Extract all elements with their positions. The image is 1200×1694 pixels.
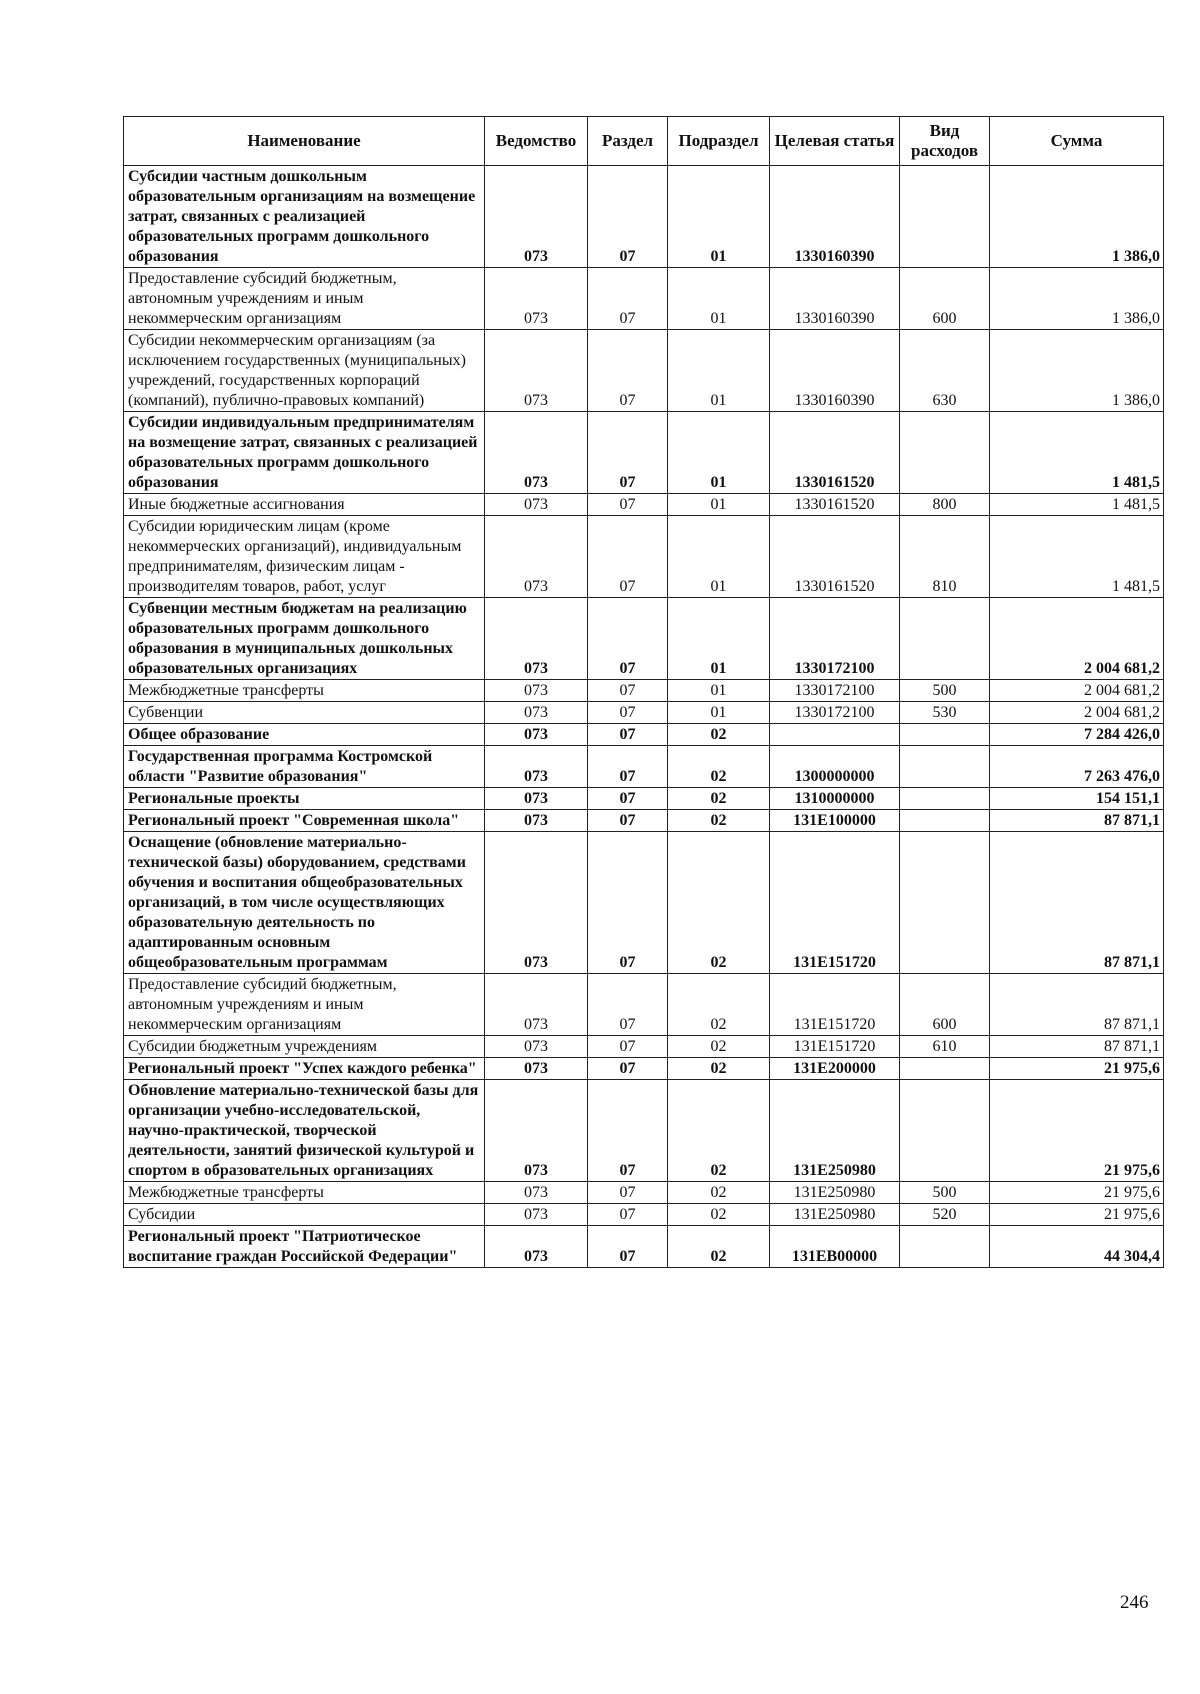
cell-vid [900, 832, 990, 974]
cell-podrazdel: 01 [668, 330, 770, 412]
cell-name: Предоставление субсидий бюджетным, автономным учреждениям и иным некоммерческим организациям [124, 268, 485, 330]
cell-statya: 131EB00000 [770, 1226, 900, 1268]
cell-vedomstvo: 073 [485, 494, 588, 516]
cell-summa: 1 481,5 [990, 516, 1164, 598]
table-row [124, 1058, 1164, 1080]
cell-statya: 131E250980 [770, 1204, 900, 1226]
header-statya: Целевая статья [770, 117, 900, 166]
cell-statya: 1300000000 [770, 746, 900, 788]
cell-podrazdel: 01 [668, 494, 770, 516]
cell-podrazdel: 02 [668, 788, 770, 810]
table-row [124, 598, 1164, 680]
cell-summa: 1 481,5 [990, 412, 1164, 494]
cell-podrazdel: 02 [668, 1226, 770, 1268]
cell-name: Иные бюджетные ассигнования [124, 494, 485, 516]
cell-summa: 7 284 426,0 [990, 724, 1164, 746]
cell-vid: 800 [900, 494, 990, 516]
cell-name: Обновление материально-технической базы для организации учебно-исследовательской, научно-практической, творческой деятельности, занятий физической культурой и спортом в образовательных организациях [124, 1080, 485, 1182]
cell-podrazdel: 01 [668, 412, 770, 494]
cell-podrazdel: 02 [668, 724, 770, 746]
table-row [124, 1182, 1164, 1204]
table-row [124, 810, 1164, 832]
table-body [124, 166, 1164, 1268]
cell-vid [900, 788, 990, 810]
cell-razdel: 07 [588, 724, 668, 746]
cell-razdel: 07 [588, 1226, 668, 1268]
cell-name: Межбюджетные трансферты [124, 1182, 485, 1204]
cell-vid: 630 [900, 330, 990, 412]
header-razdel: Раздел [588, 117, 668, 166]
cell-statya: 1330161520 [770, 412, 900, 494]
cell-vid [900, 810, 990, 832]
cell-statya: 1330161520 [770, 516, 900, 598]
cell-podrazdel: 02 [668, 1204, 770, 1226]
cell-statya: 1330172100 [770, 680, 900, 702]
cell-summa: 87 871,1 [990, 832, 1164, 974]
cell-name: Субвенции [124, 702, 485, 724]
cell-summa: 21 975,6 [990, 1058, 1164, 1080]
cell-name: Общее образование [124, 724, 485, 746]
cell-vedomstvo: 073 [485, 788, 588, 810]
cell-razdel: 07 [588, 494, 668, 516]
cell-podrazdel: 02 [668, 1182, 770, 1204]
cell-vedomstvo: 073 [485, 1204, 588, 1226]
cell-vid [900, 598, 990, 680]
cell-name: Региональный проект "Патриотическое воспитание граждан Российской Федерации" [124, 1226, 485, 1268]
cell-vid [900, 1058, 990, 1080]
cell-name: Межбюджетные трансферты [124, 680, 485, 702]
cell-statya: 1330172100 [770, 702, 900, 724]
cell-razdel: 07 [588, 1182, 668, 1204]
cell-statya: 1310000000 [770, 788, 900, 810]
cell-vid [900, 746, 990, 788]
cell-vid: 520 [900, 1204, 990, 1226]
cell-podrazdel: 01 [668, 680, 770, 702]
cell-vid [900, 166, 990, 268]
cell-name: Государственная программа Костромской области "Развитие образования" [124, 746, 485, 788]
cell-name: Субсидии [124, 1204, 485, 1226]
cell-statya [770, 724, 900, 746]
table-row [124, 788, 1164, 810]
cell-vedomstvo: 073 [485, 1182, 588, 1204]
cell-vid [900, 724, 990, 746]
cell-summa: 21 975,6 [990, 1182, 1164, 1204]
cell-summa: 87 871,1 [990, 810, 1164, 832]
cell-name: Субсидии индивидуальным предпринимателям на возмещение затрат, связанных с реализацией образовательных программ дошкольного образования [124, 412, 485, 494]
cell-name: Предоставление субсидий бюджетным, автономным учреждениям и иным некоммерческим организациям [124, 974, 485, 1036]
cell-name: Оснащение (обновление материально-технической базы) оборудованием, средствами обучения и воспитания общеобразовательных организаций, в том числе осуществляющих образовательную деятельность по адаптированным основным общеобразовательным программам [124, 832, 485, 974]
cell-vedomstvo: 073 [485, 746, 588, 788]
cell-name: Субвенции местным бюджетам на реализацию образовательных программ дошкольного образования в муниципальных дошкольных образовательных организациях [124, 598, 485, 680]
cell-vedomstvo: 073 [485, 724, 588, 746]
cell-razdel: 07 [588, 166, 668, 268]
cell-summa: 1 386,0 [990, 268, 1164, 330]
cell-razdel: 07 [588, 1204, 668, 1226]
cell-razdel: 07 [588, 788, 668, 810]
header-vid: Вид расходов [900, 117, 990, 166]
cell-podrazdel: 02 [668, 1036, 770, 1058]
cell-name: Субсидии частным дошкольным образовательным организациям на возмещение затрат, связанных с реализацией образовательных программ дошкольного образования [124, 166, 485, 268]
table-row [124, 702, 1164, 724]
table-row [124, 166, 1164, 268]
cell-razdel: 07 [588, 516, 668, 598]
cell-vid: 600 [900, 268, 990, 330]
cell-summa: 87 871,1 [990, 974, 1164, 1036]
cell-razdel: 07 [588, 330, 668, 412]
cell-vid [900, 1080, 990, 1182]
cell-vid [900, 1226, 990, 1268]
cell-summa: 2 004 681,2 [990, 598, 1164, 680]
cell-name: Региональный проект "Современная школа" [124, 810, 485, 832]
cell-vid: 530 [900, 702, 990, 724]
cell-statya: 1330172100 [770, 598, 900, 680]
cell-podrazdel: 01 [668, 598, 770, 680]
cell-vedomstvo: 073 [485, 412, 588, 494]
cell-vedomstvo: 073 [485, 330, 588, 412]
cell-razdel: 07 [588, 268, 668, 330]
cell-statya: 1330161520 [770, 494, 900, 516]
cell-statya: 131E250980 [770, 1182, 900, 1204]
cell-vedomstvo: 073 [485, 702, 588, 724]
table-row [124, 494, 1164, 516]
cell-vedomstvo: 073 [485, 516, 588, 598]
cell-statya: 1330160390 [770, 166, 900, 268]
cell-vedomstvo: 073 [485, 598, 588, 680]
table-row [124, 724, 1164, 746]
cell-vedomstvo: 073 [485, 810, 588, 832]
cell-name: Субсидии юридическим лицам (кроме некоммерческих организаций), индивидуальным предпринимателям, физическим лицам - производителям товаров, работ, услуг [124, 516, 485, 598]
cell-vedomstvo: 073 [485, 974, 588, 1036]
cell-summa: 87 871,1 [990, 1036, 1164, 1058]
table-row [124, 268, 1164, 330]
table-row [124, 832, 1164, 974]
cell-summa: 1 481,5 [990, 494, 1164, 516]
table-row [124, 680, 1164, 702]
cell-name: Субсидии некоммерческим организациям (за исключением государственных (муниципальных) учреждений, государственных корпораций (компаний), публично-правовых компаний) [124, 330, 485, 412]
cell-summa: 2 004 681,2 [990, 680, 1164, 702]
header-vedomstvo: Ведомство [485, 117, 588, 166]
header-name: Наименование [124, 117, 485, 166]
cell-summa: 7 263 476,0 [990, 746, 1164, 788]
cell-name: Региональный проект "Успех каждого ребенка" [124, 1058, 485, 1080]
cell-vedomstvo: 073 [485, 268, 588, 330]
cell-summa: 154 151,1 [990, 788, 1164, 810]
cell-podrazdel: 01 [668, 516, 770, 598]
cell-razdel: 07 [588, 746, 668, 788]
cell-razdel: 07 [588, 1036, 668, 1058]
cell-razdel: 07 [588, 680, 668, 702]
cell-summa: 44 304,4 [990, 1226, 1164, 1268]
cell-podrazdel: 02 [668, 1080, 770, 1182]
cell-name: Региональные проекты [124, 788, 485, 810]
table-row [124, 330, 1164, 412]
cell-podrazdel: 02 [668, 746, 770, 788]
cell-podrazdel: 01 [668, 268, 770, 330]
cell-razdel: 07 [588, 1058, 668, 1080]
cell-summa: 1 386,0 [990, 166, 1164, 268]
cell-statya: 131E151720 [770, 832, 900, 974]
cell-vedomstvo: 073 [485, 832, 588, 974]
page-number: 246 [1120, 1592, 1149, 1613]
table-row [124, 746, 1164, 788]
cell-podrazdel: 02 [668, 974, 770, 1036]
cell-vid: 600 [900, 974, 990, 1036]
cell-podrazdel: 02 [668, 1058, 770, 1080]
table-header-row [124, 117, 1164, 166]
table-row [124, 1036, 1164, 1058]
cell-podrazdel: 01 [668, 702, 770, 724]
table-row [124, 1226, 1164, 1268]
cell-summa: 2 004 681,2 [990, 702, 1164, 724]
table-row [124, 1204, 1164, 1226]
table-row [124, 516, 1164, 598]
cell-vedomstvo: 073 [485, 166, 588, 268]
header-podrazdel: Подраздел [668, 117, 770, 166]
budget-table [123, 116, 1164, 1268]
cell-statya: 1330160390 [770, 268, 900, 330]
cell-razdel: 07 [588, 832, 668, 974]
cell-vid: 500 [900, 1182, 990, 1204]
cell-vedomstvo: 073 [485, 1226, 588, 1268]
table-row [124, 1080, 1164, 1182]
cell-podrazdel: 02 [668, 810, 770, 832]
cell-summa: 21 975,6 [990, 1204, 1164, 1226]
header-summa: Сумма [990, 117, 1164, 166]
cell-razdel: 07 [588, 702, 668, 724]
cell-razdel: 07 [588, 412, 668, 494]
cell-statya: 131E200000 [770, 1058, 900, 1080]
cell-vedomstvo: 073 [485, 1036, 588, 1058]
cell-summa: 1 386,0 [990, 330, 1164, 412]
table-row [124, 412, 1164, 494]
cell-razdel: 07 [588, 974, 668, 1036]
cell-podrazdel: 01 [668, 166, 770, 268]
cell-razdel: 07 [588, 598, 668, 680]
cell-vid: 500 [900, 680, 990, 702]
cell-summa: 21 975,6 [990, 1080, 1164, 1182]
cell-razdel: 07 [588, 1080, 668, 1182]
cell-statya: 1330160390 [770, 330, 900, 412]
cell-vid [900, 412, 990, 494]
cell-vedomstvo: 073 [485, 680, 588, 702]
table-row [124, 974, 1164, 1036]
cell-vedomstvo: 073 [485, 1080, 588, 1182]
cell-statya: 131E151720 [770, 974, 900, 1036]
cell-podrazdel: 02 [668, 832, 770, 974]
cell-statya: 131E250980 [770, 1080, 900, 1182]
cell-statya: 131E100000 [770, 810, 900, 832]
cell-statya: 131E151720 [770, 1036, 900, 1058]
cell-name: Субсидии бюджетным учреждениям [124, 1036, 485, 1058]
cell-razdel: 07 [588, 810, 668, 832]
cell-vid: 810 [900, 516, 990, 598]
cell-vedomstvo: 073 [485, 1058, 588, 1080]
cell-vid: 610 [900, 1036, 990, 1058]
